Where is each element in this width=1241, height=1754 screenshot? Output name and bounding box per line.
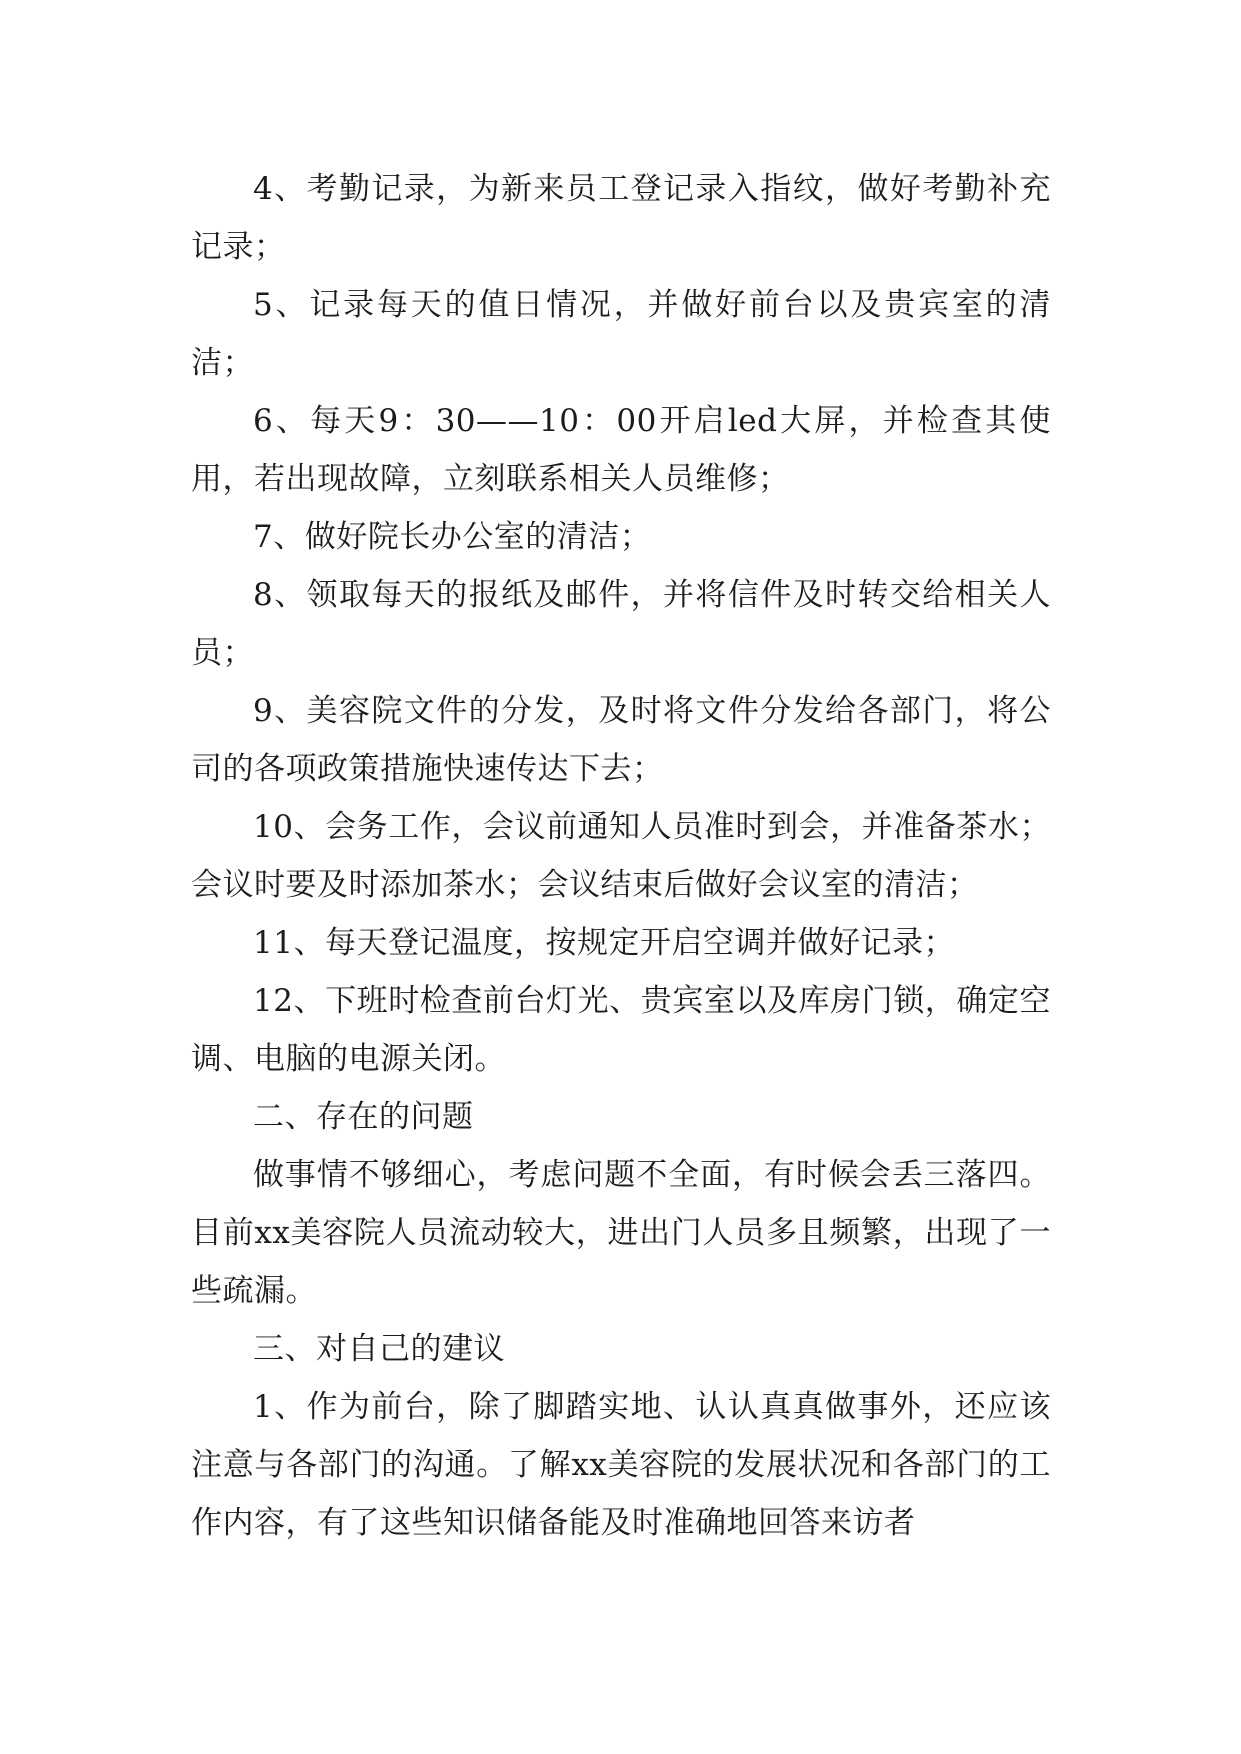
paragraph-attendance-record: 4、考勤记录，为新来员工登记录入指纹，做好考勤补充记录； [191, 171, 1051, 265]
paragraph-file-distribution: 9、美容院文件的分发，及时将文件分发给各部门，将公司的各项政策措施快速传达下去； [191, 693, 1051, 787]
paragraph-closing-check: 12、下班时检查前台灯光、贵宾室以及库房门锁，确定空调、电脑的电源关闭。 [191, 983, 1051, 1077]
document-body [191, 160, 1051, 1552]
paragraph-temperature-record: 11、每天登记温度，按规定开启空调并做好记录； [253, 925, 955, 961]
paragraph-led-screen: 6、每天9：30——10：00开启led大屏，并检查其使用，若出现故障，立刻联系相关人员维修； [191, 403, 1051, 497]
paragraph-suggestion-1: 1、作为前台，除了脚踏实地、认认真真做事外，还应该注意与各部门的沟通。了解xx美容院的发展状况和各部门的工作内容，有了这些知识储备能及时准确地回答来访者 [191, 1389, 1051, 1541]
paragraph-director-office: 7、做好院长办公室的清洁； [253, 519, 652, 555]
paragraph-duty-record: 5、记录每天的值日情况，并做好前台以及贵宾室的清洁； [191, 287, 1051, 381]
section-heading-suggestions: 三、对自己的建议 [253, 1331, 505, 1367]
paragraph-problems: 做事情不够细心，考虑问题不全面，有时候会丢三落四。目前xx美容院人员流动较大，进出门人员多且频繁，出现了一些疏漏。 [191, 1157, 1051, 1309]
paragraph-meeting-work: 10、会务工作，会议前通知人员准时到会，并准备茶水；会议时要及时添加茶水；会议结束后做好会议室的清洁； [191, 809, 1051, 903]
paragraph-newspaper-mail: 8、领取每天的报纸及邮件，并将信件及时转交给相关人员； [191, 577, 1051, 671]
section-heading-problems: 二、存在的问题 [253, 1099, 474, 1135]
